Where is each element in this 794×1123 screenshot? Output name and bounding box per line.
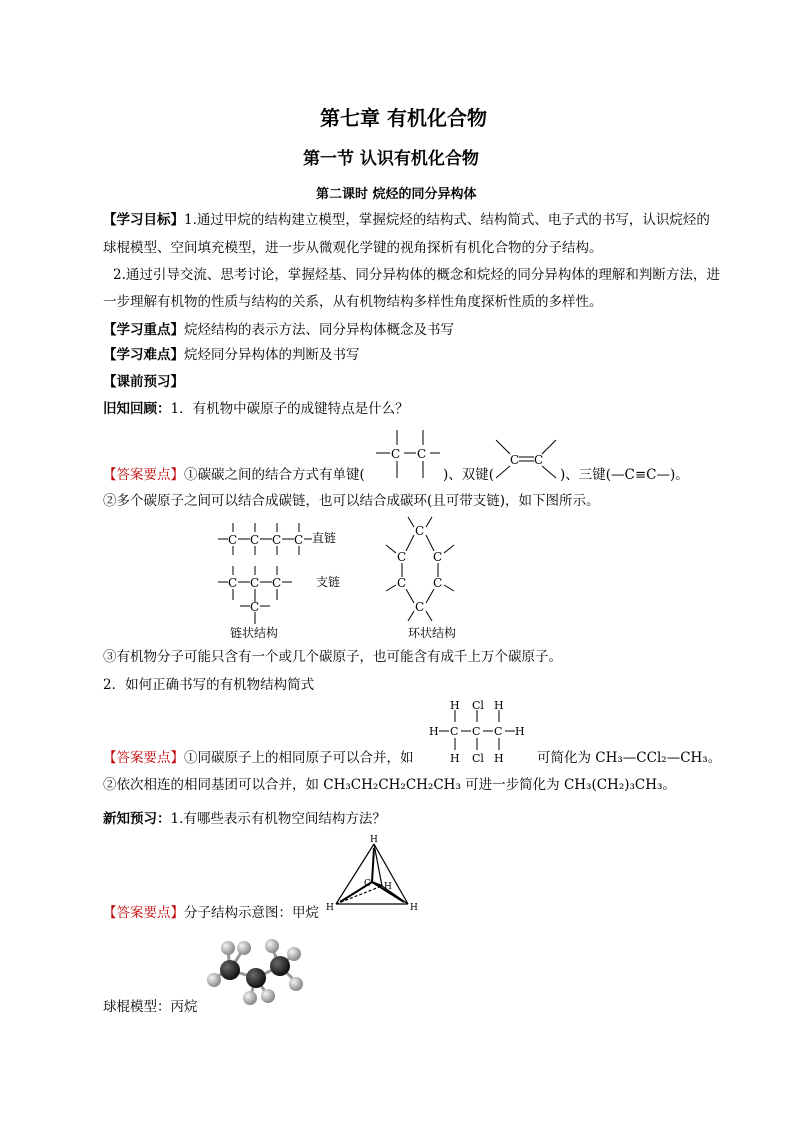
svg-text:C: C	[433, 576, 443, 590]
svg-text:H: H	[370, 835, 378, 845]
answer-1: 【答案要点】①碳碳之间的结合方式有单键(	[103, 467, 365, 483]
svg-text:C: C	[397, 576, 407, 590]
svg-text:C: C	[250, 533, 260, 547]
straight-chain-label: 直链	[312, 531, 337, 545]
svg-text:H: H	[429, 725, 439, 738]
svg-text:C: C	[272, 576, 282, 590]
double-bond-diagram	[494, 434, 560, 486]
svg-text:C: C	[415, 600, 425, 614]
svg-text:C: C	[433, 550, 443, 564]
branch-chain-label: 支链	[316, 575, 341, 589]
svg-text:H: H	[450, 752, 460, 765]
svg-text:C: C	[417, 447, 427, 461]
goals-line2a: 2.通过引导交流、思考讨论，掌握烃基、同分异构体的概念和烷烃的同分异构体的理解和判断方法，进	[113, 267, 720, 283]
answer-b1: 【答案要点】①同碳原子上的相同原子可以合并，如	[103, 750, 414, 766]
svg-text:C: C	[510, 453, 520, 467]
new-q1: 新知预习：1.有哪些表示有机物空间结构方法？	[103, 811, 386, 827]
svg-text:H: H	[326, 903, 334, 913]
answer-c2: 球棍模型：丙烷	[103, 999, 198, 1015]
svg-text:C: C	[228, 576, 238, 590]
goals-line1b: 球棍模型、空间填充模型，进一步从微观化学键的视角探析有机化合物的分子结构。	[103, 240, 603, 256]
review-q1: 旧知回顾：1．有机物中碳原子的成键特点是什么？	[103, 401, 409, 417]
svg-text:H: H	[515, 725, 525, 738]
svg-text:C: C	[272, 533, 282, 547]
svg-text:C: C	[250, 576, 260, 590]
preview-heading: 【课前预习】	[103, 374, 184, 390]
ring-structure-label: 环状结构	[408, 626, 457, 640]
answer-1-mid2: )、三键(—C≡C—)。	[560, 467, 689, 483]
chapter-title: 第七章 有机化合物	[320, 106, 487, 130]
svg-text:Cl: Cl	[472, 752, 484, 765]
svg-text:H: H	[494, 699, 504, 712]
svg-text:Cl: Cl	[472, 699, 484, 712]
svg-text:H: H	[450, 699, 460, 712]
answer-2: ②多个碳原子之间可以结合成碳链，也可以结合成碳环(且可带支链)，如下图所示。	[103, 493, 600, 509]
svg-text:C: C	[397, 550, 407, 564]
difficulty-points: 【学习难点】烷烃同分异构体的判断及书写	[103, 347, 360, 363]
svg-text:C: C	[391, 447, 401, 461]
svg-text:H: H	[384, 882, 392, 892]
methane-tetrahedron	[326, 834, 422, 914]
svg-text:C: C	[364, 879, 371, 889]
svg-text:C: C	[294, 533, 304, 547]
dichloropropane-formula	[429, 700, 523, 766]
single-bond-diagram	[372, 428, 442, 482]
svg-text:C: C	[534, 453, 544, 467]
key-points: 【学习重点】烷烃结构的表示方法、同分异构体概念及书写	[103, 322, 454, 338]
svg-text:C: C	[472, 725, 481, 738]
goals-line1: 【学习目标】1.通过甲烷的结构建立模型，掌握烷烃的结构式、结构简式、电子式的书写，认识烷烃的	[103, 212, 710, 228]
svg-text:H: H	[494, 752, 504, 765]
svg-text:C: C	[228, 533, 238, 547]
review-q2: 2．如何正确书写的有机物结构简式	[103, 677, 315, 693]
goals-label: 【学习目标】	[103, 212, 184, 228]
answer-1-mid1: )、双键(	[443, 467, 495, 483]
section-title: 第一节 认识有机化合物	[303, 149, 479, 169]
svg-text:C: C	[415, 524, 425, 538]
svg-text:C: C	[450, 725, 459, 738]
chain-structure-label: 链状结构	[230, 626, 279, 640]
answer-c1: 【答案要点】分子结构示意图：甲烷	[103, 905, 319, 921]
goals-line2b: 一步理解有机物的性质与结构的关系，从有机物结构多样性角度探析性质的多样性。	[103, 294, 603, 310]
ring-structure-diagram	[378, 515, 468, 625]
svg-text:H: H	[410, 903, 418, 913]
svg-text:C: C	[250, 600, 260, 614]
svg-text:C: C	[494, 725, 503, 738]
answer-b1-tail: 可简化为 CH₃—CCl₂—CH₃。	[537, 750, 722, 766]
lesson-title: 第二课时 烷烃的同分异构体	[316, 187, 477, 202]
propane-ball-stick-model	[200, 934, 310, 1006]
answer-3: ③有机物分子可能只含有一个或几个碳原子，也可能含有成千上万个碳原子。	[103, 649, 562, 665]
answer-b2: ②依次相连的相同基团可以合并，如 CH₃CH₂CH₂CH₂CH₃ 可进一步简化为 CH₃(CH₂)₃CH₃。	[103, 777, 676, 793]
